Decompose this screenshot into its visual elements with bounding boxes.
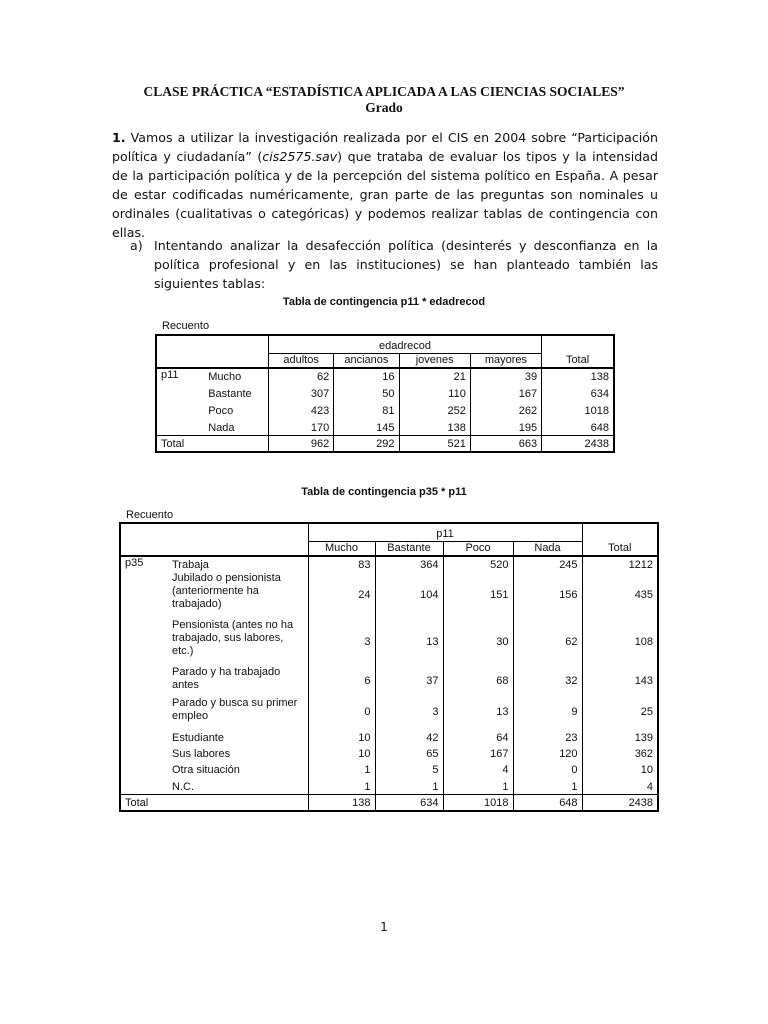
table-cell: 104: [375, 572, 443, 619]
total-cell: 2438: [542, 435, 614, 452]
table-cell: 3: [375, 697, 443, 728]
total-cell: 634: [375, 794, 443, 811]
table-cell: 30: [443, 619, 513, 666]
table-cell: 5: [375, 761, 443, 777]
row-variable-label: p35: [125, 557, 144, 569]
table-cell: 1018: [542, 401, 614, 418]
row-label: Parado y busca su primer empleo: [172, 697, 298, 722]
intro-paragraph: [112, 128, 658, 242]
table2-column-variable: p11: [308, 523, 582, 541]
table-row: [120, 761, 658, 777]
contingency-table-2: [119, 522, 659, 812]
table-cell: 362: [582, 745, 658, 761]
total-cell: 292: [334, 435, 399, 452]
row-label: N.C.: [172, 780, 194, 793]
table-cell: 10: [582, 761, 658, 777]
table-cell: 245: [513, 556, 582, 572]
table2-caption: Tabla de contingencia p35 * p11: [301, 486, 467, 498]
table-cell: 83: [308, 556, 375, 572]
table-cell: 520: [443, 556, 513, 572]
table1-recuento-label: Recuento: [162, 320, 210, 332]
table-row: [156, 418, 614, 435]
table-cell: 4: [443, 761, 513, 777]
table-cell: 24: [308, 572, 375, 619]
table-cell: 16: [334, 368, 399, 384]
table-cell: 145: [334, 418, 399, 435]
row-label: Parado y ha trabajado antes: [172, 666, 281, 691]
total-label: Total: [125, 797, 149, 809]
row-label: Bastante: [208, 388, 252, 400]
total-cell: 2438: [582, 794, 658, 811]
title-line-1: CLASE PRÁCTICA “ESTADÍSTICA APLICADA A LAS CIENCIAS SOCIALES”: [143, 84, 625, 99]
table1-column-header: ancianos: [334, 353, 399, 368]
table-cell: 307: [268, 384, 333, 401]
title-line-2: Grado: [365, 100, 403, 115]
table-cell: 25: [582, 697, 658, 728]
intro-text-a: Vamos a utilizar la investigación realizada por el CIS en 2004 sobre “Participación política y ciudadanía” (: [112, 130, 658, 164]
list-item-text: Intentando analizar la desafección política (desinterés y desconfianza en la política profesional y en las instituciones) se han planteado también las siguientes tablas:: [154, 238, 658, 291]
row-label: Nada: [208, 421, 235, 434]
total-cell: 962: [268, 435, 333, 452]
total-row: [156, 435, 614, 452]
table-cell: 23: [513, 728, 582, 745]
question-number: 1.: [112, 130, 126, 145]
table-cell: 6: [308, 666, 375, 697]
table1-column-header: Total: [542, 353, 614, 368]
total-cell: 521: [399, 435, 470, 452]
table-cell: 32: [513, 666, 582, 697]
table-cell: 648: [542, 418, 614, 435]
row-label: Trabaja: [172, 559, 209, 571]
intro-filename: cis2575.sav: [262, 149, 338, 164]
table-row: [156, 368, 614, 384]
table-cell: 143: [582, 666, 658, 697]
table-row: [120, 572, 658, 619]
document-title: [0, 84, 768, 116]
row-label: Pensionista (antes no ha trabajado, sus labores, etc.): [172, 619, 294, 657]
table-row: [120, 777, 658, 794]
table2-column-header: Mucho: [308, 541, 375, 556]
table-cell: 81: [334, 401, 399, 418]
table2-column-header: Bastante: [375, 541, 443, 556]
row-variable-label: p11: [161, 369, 179, 381]
table-cell: 170: [268, 418, 333, 435]
table-cell: 0: [513, 761, 582, 777]
table-cell: 39: [470, 368, 541, 384]
table-row: [120, 619, 658, 666]
table-cell: 423: [268, 401, 333, 418]
table-row: [120, 728, 658, 745]
table-cell: 1: [308, 761, 375, 777]
table-cell: 139: [582, 728, 658, 745]
table2-column-header: Total: [582, 541, 658, 556]
table-cell: 10: [308, 728, 375, 745]
total-label: Total: [161, 438, 185, 450]
table-cell: 21: [399, 368, 470, 384]
row-label: Jubilado o pensionista (anteriormente ha trabajado): [172, 572, 281, 610]
row-label: Poco: [208, 405, 234, 417]
table-cell: 120: [513, 745, 582, 761]
table-cell: 62: [268, 368, 333, 384]
total-cell: 1018: [443, 794, 513, 811]
table-cell: 634: [542, 384, 614, 401]
table1-column-variable: edadrecod: [268, 335, 541, 353]
table2-column-header: Poco: [443, 541, 513, 556]
list-marker: a): [130, 238, 143, 253]
table-cell: 37: [375, 666, 443, 697]
table-cell: 10: [308, 745, 375, 761]
total-cell: 138: [308, 794, 375, 811]
row-label: Mucho: [208, 371, 242, 383]
total-row: [120, 794, 658, 811]
table-cell: 262: [470, 401, 541, 418]
table2-column-header: Nada: [513, 541, 582, 556]
row-label: Sus labores: [172, 748, 231, 760]
table-cell: 3: [308, 619, 375, 666]
table-cell: 252: [399, 401, 470, 418]
table-cell: 1: [443, 777, 513, 794]
table-cell: 435: [582, 572, 658, 619]
list-item-a: [130, 236, 658, 293]
table-cell: 0: [308, 697, 375, 728]
table-cell: 156: [513, 572, 582, 619]
table-row: [120, 556, 658, 572]
table-cell: 42: [375, 728, 443, 745]
table-cell: 1: [308, 777, 375, 794]
row-label: Otra situación: [172, 764, 240, 776]
table-row: [120, 697, 658, 728]
intro-text-b: ) que trataba de evaluar los tipos y la intensidad de la participación política y de la percepción del sistema político en España. A pesar de estar codificadas numéricamente, gran parte de las preguntas son nominales u ordinales (cualitativas o categóricas) y podemos realizar tablas de contingencia con ellas.: [112, 149, 658, 240]
table-cell: 138: [542, 368, 614, 384]
table-cell: 108: [582, 619, 658, 666]
table-cell: 195: [470, 418, 541, 435]
table2-recuento-label: Recuento: [126, 509, 174, 521]
table-cell: 13: [443, 697, 513, 728]
table-cell: 151: [443, 572, 513, 619]
table-row: [156, 384, 614, 401]
table-cell: 167: [443, 745, 513, 761]
table-cell: 138: [399, 418, 470, 435]
table-cell: 65: [375, 745, 443, 761]
table-cell: 13: [375, 619, 443, 666]
table-row: [156, 401, 614, 418]
table-cell: 1212: [582, 556, 658, 572]
table-cell: 1: [513, 777, 582, 794]
table-cell: 9: [513, 697, 582, 728]
table-cell: 1: [375, 777, 443, 794]
table-cell: 68: [443, 666, 513, 697]
table-row: [120, 745, 658, 761]
contingency-table-1: [155, 334, 615, 453]
table-cell: 167: [470, 384, 541, 401]
total-cell: 663: [470, 435, 541, 452]
table-row: [120, 666, 658, 697]
table1-column-header: adultos: [268, 353, 333, 368]
table-cell: 64: [443, 728, 513, 745]
row-label: Estudiante: [172, 732, 224, 744]
table-cell: 62: [513, 619, 582, 666]
table-cell: 4: [582, 777, 658, 794]
total-cell: 648: [513, 794, 582, 811]
table-cell: 50: [334, 384, 399, 401]
table1-caption: Tabla de contingencia p11 * edadrecod: [282, 296, 486, 308]
table1-column-header: jovenes: [399, 353, 470, 368]
table1-column-header: mayores: [470, 353, 541, 368]
table-cell: 364: [375, 556, 443, 572]
table-cell: 110: [399, 384, 470, 401]
page-number: 1: [380, 920, 388, 934]
